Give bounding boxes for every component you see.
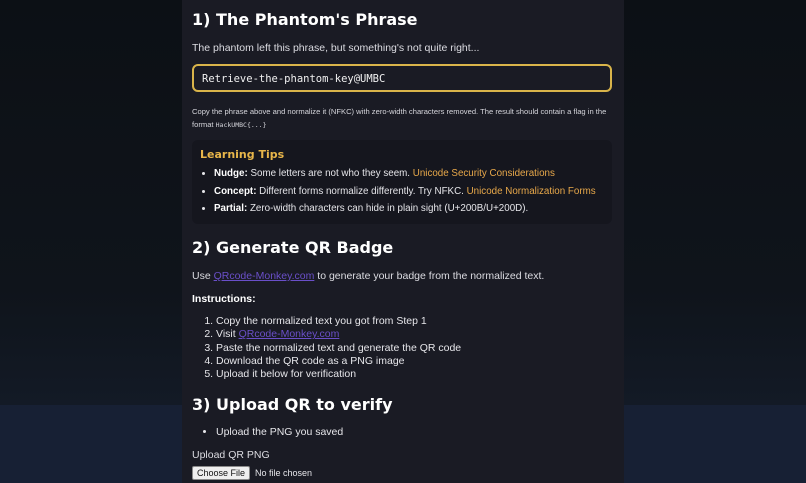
qrcode-monkey-link[interactable]: QRcode-Monkey.com [213,270,315,282]
unicode-normalization-link[interactable]: Unicode Normalization Forms [466,185,596,197]
list-item: 4. Download the QR code as a PNG image [216,355,461,368]
tip-label: Nudge: [214,168,248,179]
tip-item-partial [214,200,604,218]
main-content-panel [182,0,624,483]
upload-bullet-list [192,426,343,438]
section2-heading: 2) Generate QR Badge [192,238,394,257]
learning-tips-box [192,140,612,224]
flag-format: HackUMBC{...} [215,120,267,129]
list-item: 3. Paste the normalized text and generate the QR code [216,342,461,355]
tip-item-concept [214,183,604,201]
normalize-instructions [192,106,612,131]
section1-heading: 1) The Phantom's Phrase [192,10,418,29]
tip-text: Zero-width characters can hide in plain sight (U+200B/U+200D). [247,203,529,214]
list-item: 5. Upload it below for verification [216,368,461,381]
instructions-list [192,315,461,381]
tip-text: Some letters are not who they seem. [247,168,413,179]
learning-tips-title: Learning Tips [200,148,285,161]
list-item: • Upload the PNG you saved [216,426,343,438]
tip-label: Concept: [214,185,257,197]
usage-suffix: to generate your badge from the normalized text. [314,270,545,282]
tip-text: Different forms normalize differently. Try NFKC. [256,185,467,197]
section3-heading: 3) Upload QR to verify [192,395,393,414]
phantom-phrase-box[interactable]: Retrieve-the-phantom-key@UMBC [192,64,612,92]
note-text: Copy the phrase above and normalize it (NFKC) with zero-width characters removed. The result should contain a flag in the format [192,107,607,129]
upload-label: Upload QR PNG [192,449,270,461]
list-item: 1. Copy the normalized text you got from Step 1 [216,315,461,328]
instructions-label: Instructions: [192,293,256,305]
list-item [216,328,461,341]
section1-intro: The phantom left this phrase, but something's not quite right... [192,42,480,54]
choose-file-button[interactable]: Choose File [192,466,250,480]
usage-prefix: Use [192,270,214,282]
qrcode-monkey-step-link[interactable]: QRcode-Monkey.com [238,328,340,341]
tip-label: Partial: [214,203,248,214]
tip-item-nudge [214,165,604,183]
file-input[interactable] [192,466,312,480]
unicode-security-link[interactable]: Unicode Security Considerations [412,168,555,179]
step-text: Visit [216,328,239,341]
qr-usage-text [192,270,544,282]
file-status-text: No file chosen [255,468,313,478]
